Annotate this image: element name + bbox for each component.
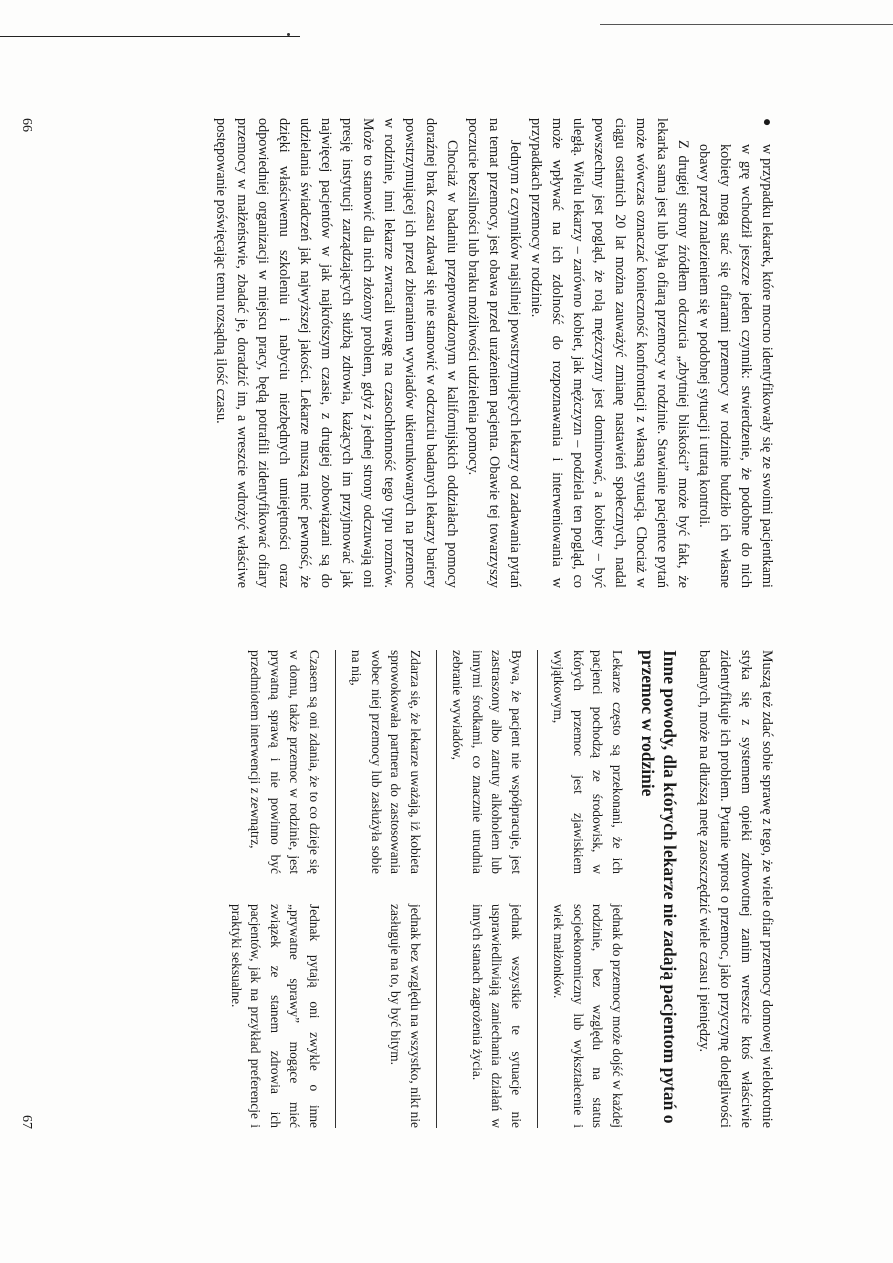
row-left-cell: Bywa, że pacjent nie współpracuje, jest zastraszony albo zatruty alkoholem lub innymi środkami, co znacznie utrudnia zebranie wywiadów, [450, 650, 524, 874]
right-page [0, 632, 893, 1263]
comparison-row [448, 650, 526, 1128]
row-divider [537, 650, 538, 1128]
right-page-body [227, 650, 778, 1128]
comparison-row [347, 650, 425, 1128]
section-heading: Inne powody, dla których lekarze nie zadają pacjentom pytań o przemoc w rodzinie [638, 650, 680, 1124]
left-page [0, 0, 893, 630]
page-number-right: 67 [19, 1115, 34, 1129]
page-number-left: 66 [19, 118, 34, 132]
intro-paragraph: Muszą też zdać sobie sprawę z tego, że wiele ofiar przemocy domowej wielokrotnie styka się z systemem opieki zdrowotnej zanim wreszcie ktoś właściwie zidentyfikuje ich problem. Pytanie wprost o przemoc, jako przyczynę dolegliwości badanych, może na dłuższą metę zaoszczędzić wiele czasu i pieniędzy. [696, 650, 775, 1128]
row-left-cell: Lekarze często są przekonani, że ich pacjenci pochodzą ze środowisk, w których przemoc jest zjawiskiem wyjątkowym, [551, 650, 625, 874]
paragraph: Chociaż w badaniu przeprowadzonym w kalifornijskich oddziałach pomocy doraźnej brak czasu zdawał się nie stanowić w odczuciu badanych lekarzy bariery powstrzymującej ich przed zbieraniem wywiadów ukierunkowanych na przemoc w rodzinie, inni lekarze zwracali uwagę na czasochłonność tego typu rozmów. Może to stanowić dla nich złożony problem, gdyż z jednej strony odczuwają oni presję instytucji zarządzających służbą zdrowia, każących im przyjmować jak najwięcej pacjentów w jak najkrótszym czasie, z drugiej zobowiązani są do udzielania świadczeń jak najwyższej jakości. Lekarze muszą mieć pewność, że dzięki właściwemu szkoleniu i nabyciu niezbędnych umiejętności oraz odpowiedniej organizacji w miejscu pracy, będą potrafili zidentyfikować ofiary przemocy w małżeństwie, zbadać je, doradzić im, a wreszcie wdrożyć właściwe postępowanie poświęcając temu rozsądną ilość czasu. [213, 118, 460, 588]
comparison-row [227, 650, 325, 1128]
row-right-cell: jednak bez względu na wszystko, nikt nie zasługuje na to, by być bitym. [388, 904, 423, 1128]
row-divider [436, 650, 437, 1128]
comparison-row [549, 650, 627, 1128]
row-left-cell: Zdarza się, że lekarze uważają, iż kobieta sprowokowała partnera do zastosowania wobec niej przemocy lub zasłużyła sobie na nią, [349, 650, 423, 874]
row-right-cell: jednak do przemocy może dojść w każdej rodzinie, bez względu na status socjoekonomiczny lub wykształcenie i wiek małżonków. [551, 904, 625, 1128]
bullet-icon: ● [759, 118, 774, 127]
bullet-item [693, 118, 777, 588]
row-divider [335, 650, 336, 1128]
paragraph: Jednym z czynników najsilniej powstrzymujących lekarzy od zadawania pytań na temat przemocy, jest obawa przed urażeniem pacjenta. Obawie tej towarzyszy poczucie bezsilności lub braku możliwości udzielenia pomocy. [465, 118, 523, 588]
left-page-body [210, 118, 777, 588]
row-right-cell: Jednak pytają oni zwykle o inne „prywatne sprawy” mogące mieć związek ze stanem zdrowia ich pacjentów, jak na przykład preferencje i praktyki seksualne. [229, 904, 322, 1128]
paragraph: Z drugiej strony źródłem odczucia „zbytniej bliskości” może być fakt, że lekarka sama jest lub była ofiarą przemocy w rodzinie. Stawianie pacjentce pytań może wówczas oznaczać konieczność konfrontacji z własną sytuacją. Chociaż w ciągu ostatnich 20 lat można zauważyć zmianę nastawień społecznych, nadal powszechny jest pogląd, że rolą mężczyzny jest dominować, a kobiety – być uległą. Wielu lekarzy – zarówno kobiet, jak mężczyzn – podziela ten pogląd, co może wpływać na ich zdolność do rozpoznawania i interweniowania w przypadkach przemocy w rodzinie. [528, 118, 691, 588]
row-left-cell: Czasem są oni zdania, że to co dzieje się w domu, także przemoc w rodzinie, jest prywatną sprawą i nie powinno być przedmiotem interwencji z zewnątrz, [248, 650, 322, 874]
bullet-text: w przypadku lekarek, które mocno identyfikowały się ze swoimi pacjentkami w grę wchodził jeszcze jeden czynnik: stwierdzenie, że podobne do nich kobiety mogą stać się ofiarami przemocy w rodzinie budziło ich własne obawy przed znalezieniem się w podobnej sytuacji i utratą kontroli. [696, 144, 775, 588]
row-right-cell: jednak wszystkie te sytuacje nie usprawiedliwiają zaniechania działań w innych stanach zagrożenia życia. [470, 904, 524, 1128]
